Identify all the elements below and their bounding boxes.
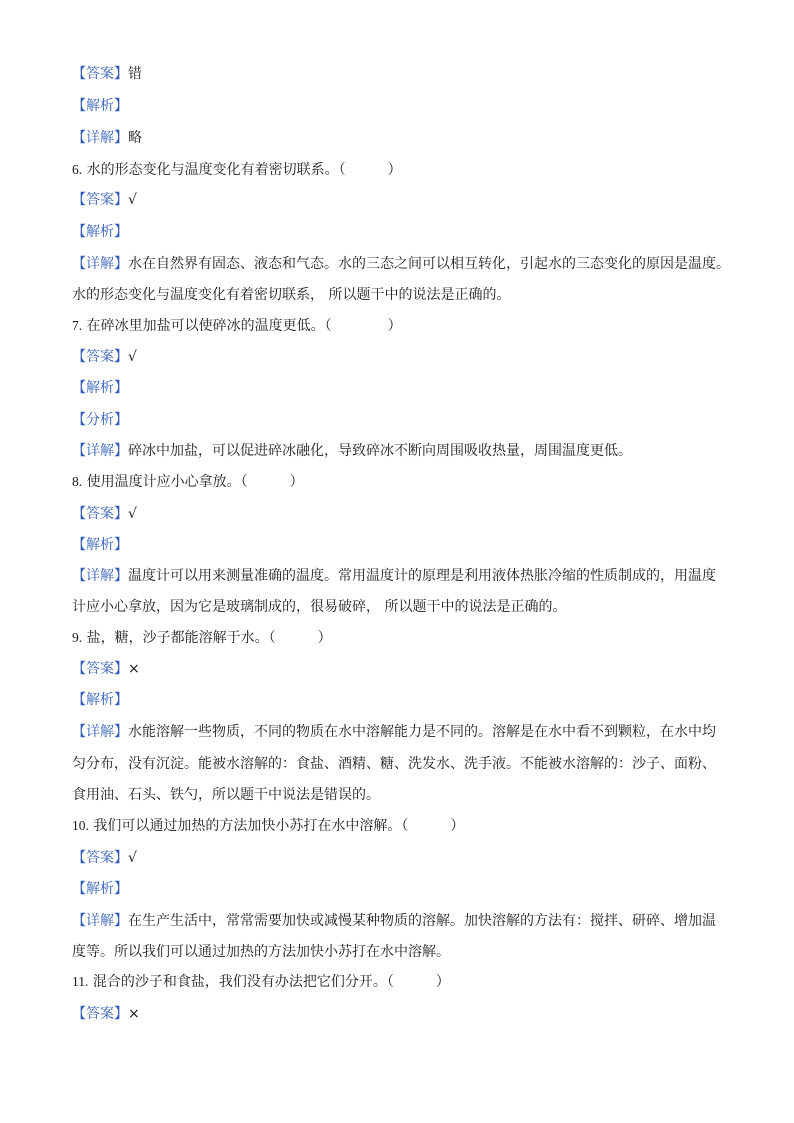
- analysis-line: [72, 378, 728, 398]
- analysis-line: [72, 96, 728, 116]
- paragraph-line: 匀分布，没有沉淀。能被水溶解的：食盐、酒精、糖、洗发水、洗手液。不能被水溶解的：沙子、面粉、: [72, 756, 716, 772]
- detail-label: 【详解】: [72, 130, 128, 146]
- answer-text: √: [128, 506, 137, 522]
- detail-label: 【详解】: [72, 913, 128, 929]
- paragraph-line: 计应小心拿放，因为它是玻璃制成的，很易破碎， 所以题干中的说法是正确的。: [72, 599, 567, 615]
- paragraph-line: 食用油、石头、铁勺，所以题干中说法是错误的。: [72, 787, 380, 803]
- answer-text: ×: [128, 661, 140, 677]
- answer-text: √: [128, 192, 137, 208]
- answer-label: 【答案】: [72, 66, 128, 82]
- answer-label: 【答案】: [72, 349, 128, 365]
- question-line: [72, 316, 728, 336]
- detail-text: 略: [128, 130, 142, 146]
- fenxi-label: 【分析】: [72, 412, 128, 428]
- answer-line: [72, 848, 728, 868]
- question-text: 盐，糖，沙子都能溶解于水。（ ）: [86, 630, 332, 646]
- question-number: 7.: [72, 318, 83, 333]
- question-text: 在碎冰里加盐可以使碎冰的温度更低。（ ）: [86, 318, 402, 334]
- question-text: 使用温度计应小心拿放。（ ）: [86, 474, 304, 490]
- answer-label: 【答案】: [72, 850, 128, 866]
- analysis-line: [72, 535, 728, 555]
- detail-text: 碎冰中加盐，可以促进碎冰融化，导致碎冰不断向周围吸收热量，周围温度更低。: [128, 443, 632, 459]
- answer-line: [72, 504, 728, 524]
- analysis-label: 【解析】: [72, 380, 128, 396]
- detail-label: 【详解】: [72, 256, 128, 272]
- analysis-label: 【解析】: [72, 224, 128, 240]
- question-number: 10.: [72, 818, 89, 833]
- detail-label: 【详解】: [72, 443, 128, 459]
- analysis-line: [72, 690, 728, 710]
- answer-label: 【答案】: [72, 506, 128, 522]
- detail-line: [72, 722, 728, 742]
- detail-text: 在生产生活中，常常需要加快或减慢某种物质的溶解。加快溶解的方法有：搅拌、研碎、增加温: [128, 913, 716, 929]
- answer-label: 【答案】: [72, 192, 128, 208]
- answer-label: 【答案】: [72, 661, 128, 677]
- answer-line: [72, 347, 728, 367]
- analysis-label: 【解析】: [72, 692, 128, 708]
- question-line: [72, 472, 728, 492]
- question-text: 混合的沙子和食盐，我们没有办法把它们分开。（ ）: [92, 974, 450, 990]
- analysis-label: 【解析】: [72, 98, 128, 114]
- answer-text: 错: [128, 66, 142, 82]
- detail-line: [72, 441, 728, 461]
- fenxi-line: [72, 410, 728, 430]
- answer-line: [72, 64, 728, 84]
- answer-text: ×: [128, 1006, 140, 1022]
- answer-line: [72, 1004, 728, 1024]
- question-number: 11.: [72, 974, 89, 989]
- analysis-line: [72, 879, 728, 899]
- question-number: 6.: [72, 162, 83, 177]
- detail-text: 水在自然界有固态、液态和气态。水的三态之间可以相互转化，引起水的三态变化的原因是温度。: [128, 256, 730, 272]
- answer-label: 【答案】: [72, 1006, 128, 1022]
- analysis-line: [72, 222, 728, 242]
- answer-text: √: [128, 349, 137, 365]
- detail-text: 温度计可以用来测量准确的温度。常用温度计的原理是利用液体热胀冷缩的性质制成的，用温度: [128, 568, 716, 584]
- detail-line: [72, 911, 728, 931]
- question-text: 水的形态变化与温度变化有着密切联系。（ ）: [86, 162, 402, 178]
- question-line: [72, 160, 728, 180]
- question-line: [72, 628, 728, 648]
- detail-line: [72, 254, 728, 274]
- analysis-label: 【解析】: [72, 537, 128, 553]
- answer-line: [72, 659, 728, 679]
- detail-text: 水能溶解一些物质，不同的物质在水中溶解能力是不同的。溶解是在水中看不到颗粒，在水中均: [128, 724, 716, 740]
- detail-line: [72, 566, 728, 586]
- question-number: 8.: [72, 474, 83, 489]
- analysis-label: 【解析】: [72, 881, 128, 897]
- question-text: 我们可以通过加热的方法加快小苏打在水中溶解。（ ）: [93, 818, 465, 834]
- question-line: [72, 816, 728, 836]
- detail-label: 【详解】: [72, 724, 128, 740]
- detail-line: [72, 128, 728, 148]
- question-number: 9.: [72, 630, 83, 645]
- detail-label: 【详解】: [72, 568, 128, 584]
- paragraph-line: 度等。所以我们可以通过加热的方法加快小苏打在水中溶解。: [72, 944, 450, 960]
- answer-line: [72, 190, 728, 210]
- answer-text: √: [128, 850, 137, 866]
- question-line: [72, 972, 728, 992]
- paragraph-line: 水的形态变化与温度变化有着密切联系， 所以题干中的说法是正确的。: [72, 287, 511, 303]
